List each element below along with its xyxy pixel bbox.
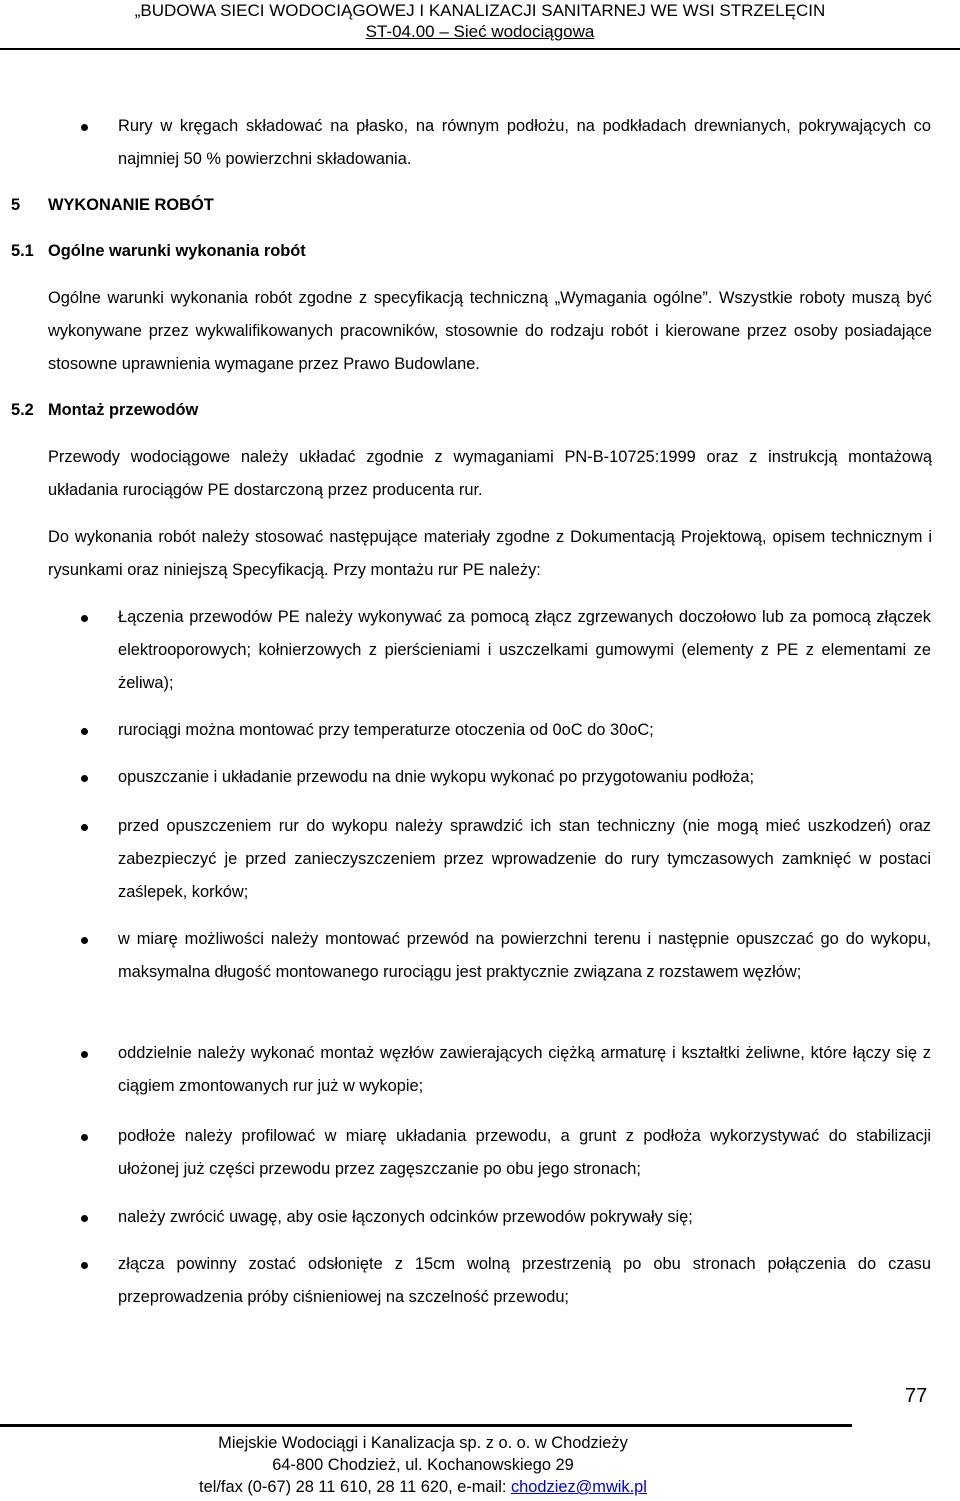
- bullet-icon: [81, 1262, 88, 1269]
- footer-company: Miejskie Wodociągi i Kanalizacja sp. z o. o. w Chodzieży: [218, 1434, 628, 1452]
- list-item: należy zwrócić uwagę, aby osie łączonych odcinków przewodów pokrywały się;: [118, 1208, 693, 1226]
- list-item: podłoże należy profilować w miarę układania przewodu, a grunt z podłoża wykorzystywać do stabilizacji ułożonej już części przewodu przez zagęszczanie po obu jego stronach;: [118, 1127, 931, 1178]
- header-rule: [0, 48, 960, 50]
- section-title: Ogólne warunki wykonania robót: [48, 242, 306, 260]
- list-item: opuszczanie i układanie przewodu na dnie wykopu wykonać po przygotowaniu podłoża;: [118, 768, 754, 786]
- bullet-icon: [81, 1134, 88, 1141]
- header-subtitle-text: ST-04.00 – Sieć wodociągowa: [365, 22, 595, 41]
- section-title: Montaż przewodów: [48, 401, 199, 419]
- section-5-2-paragraph-2: Do wykonania robót należy stosować następujące materiały zgodne z Dokumentacją Projektową, opisem technicznym i rysunkami oraz niniejszą Specyfikacją. Przy montażu rur PE należy:: [48, 528, 932, 579]
- list-item: rurociągi można montować przy temperaturze otoczenia od 0oC do 30oC;: [118, 721, 654, 739]
- section-5-1-paragraph: Ogólne warunki wykonania robót zgodne z specyfikacją techniczną „Wymagania ogólne”. Wszystkie roboty muszą być wykonywane przez wykwalifikowanych pracowników, stosownie do rodzaju robót i kierowane przez osoby posiadające stosowne uprawnienia wymagane przez Prawo Budowlane.: [48, 289, 932, 373]
- footer-phone-text: tel/fax (0-67) 28 11 610, 28 11 620, e-mail:: [199, 1478, 511, 1496]
- footer-rule: [0, 1424, 852, 1427]
- list-item: złącza powinny zostać odsłonięte z 15cm wolną przestrzenią po obu stronach połączenia do czasu przeprowadzenia próby ciśnieniowej na szczelność przewodu;: [118, 1255, 931, 1306]
- bullet-icon: [81, 728, 88, 735]
- section-title: WYKONANIE ROBÓT: [48, 196, 214, 214]
- section-number: 5.2: [11, 401, 34, 419]
- bullet-icon: [81, 1215, 88, 1222]
- page-number: 77: [905, 1385, 928, 1407]
- bullet-icon: [81, 1051, 88, 1058]
- document-header-title: „BUDOWA SIECI WODOCIĄGOWEJ I KANALIZACJI SANITARNEJ WE WSI STRZELĘCIN: [134, 1, 826, 20]
- footer-email-link[interactable]: chodziez@mwik.pl: [510, 1478, 647, 1496]
- bullet-icon: [81, 775, 88, 782]
- footer-contact: [0, 1476, 903, 1498]
- list-item: w miarę możliwości należy montować przewód na powierzchni terenu i następnie opuszczać go do wykopu, maksymalna długość montowanego rurociągu jest praktycznie związana z rozstawem węzłów;: [118, 930, 931, 981]
- bullet-icon: [81, 124, 88, 131]
- document-header-subtitle: [0, 22, 960, 42]
- list-item: oddzielnie należy wykonać montaż węzłów zawierających ciężką armaturę i kształtki żeliwne, które łączy się z ciągiem zmontowanych rur już w wykopie;: [118, 1044, 931, 1095]
- footer-address: 64-800 Chodzież, ul. Kochanowskiego 29: [272, 1456, 574, 1474]
- section-number: 5: [11, 196, 21, 214]
- bullet-icon: [81, 615, 88, 622]
- bullet-icon: [81, 937, 88, 944]
- list-item: Rury w kręgach składować na płasko, na równym podłożu, na podkładach drewnianych, pokrywających co najmniej 50 % powierzchni składowania.: [118, 117, 931, 168]
- list-item: Łączenia przewodów PE należy wykonywać za pomocą złącz zgrzewanych doczołowo lub za pomocą złączek elektrooporowych; kołnierzowych z pierścieniami i uszczelkami gumowymi (elementy z PE z elementami ze żeliwa);: [118, 608, 931, 692]
- list-item: przed opuszczeniem rur do wykopu należy sprawdzić ich stan techniczny (nie mogą mieć uszkodzeń) oraz zabezpieczyć je przed zanieczyszczeniem przez wprowadzenie do rury tymczasowych zamknięć w postaci zaślepek, korków;: [118, 817, 931, 901]
- section-number: 5.1: [11, 242, 34, 260]
- section-5-2-paragraph-1: Przewody wodociągowe należy układać zgodnie z wymaganiami PN-B-10725:1999 oraz z instrukcją montażową układania rurociągów PE dostarczoną przez producenta rur.: [48, 448, 932, 499]
- bullet-icon: [81, 824, 88, 831]
